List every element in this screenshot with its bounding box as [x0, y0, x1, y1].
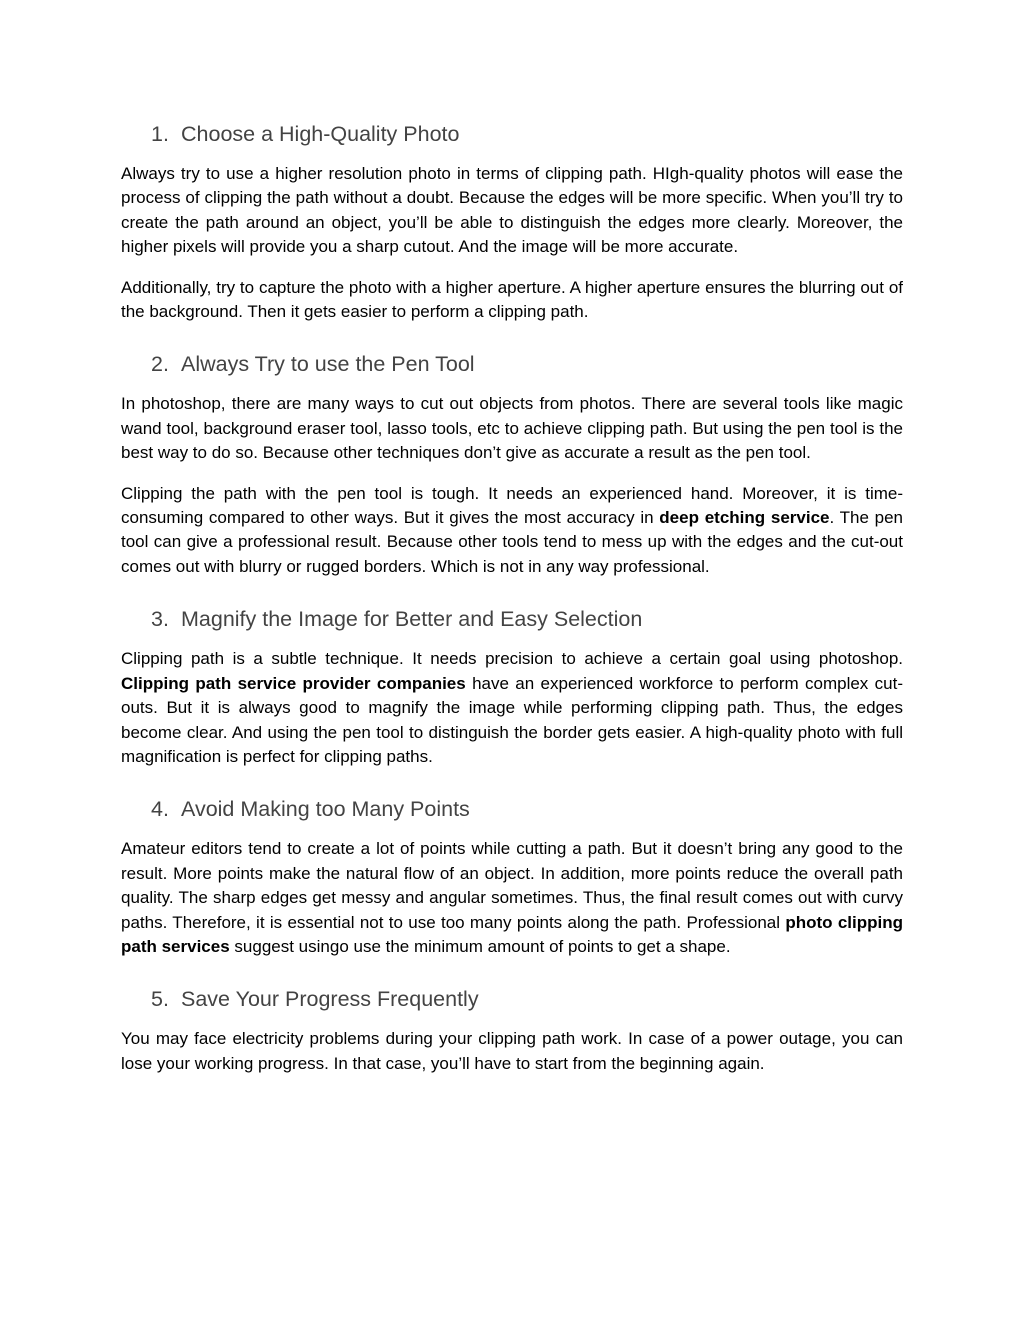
paragraph-text: Clipping the path with the pen tool is tough. It needs an experienced hand. Moreover, it is time-consuming compared to other ways. But it gives the most accuracy in — [121, 483, 903, 528]
paragraph — [121, 837, 903, 959]
document-body — [121, 116, 903, 1076]
section-title: Save Your Progress Frequently — [181, 987, 479, 1012]
section-heading — [121, 346, 903, 382]
bold-link-text: deep etching service — [659, 508, 830, 528]
paragraph-text: Always try to use a higher resolution photo in terms of clipping path. HIgh-quality photos will ease the process of clipping the path without a doubt. Because the edges will be more specific. When you’ll try to create the path around an object, you’ll be able to distinguish the edges more clearly. Moreover, the higher pixels will provide you a sharp cutout. And the image will be more accurate. — [121, 164, 903, 257]
section-number: 2. — [151, 352, 169, 377]
paragraph-text: Amateur editors tend to create a lot of points while cutting a path. But it doesn’t bring any good to the result. More points make the natural flow of an object. In addition, more points reduce the overall path quality. The sharp edges get messy and angular sometimes. Thus, the final result comes out with curvy paths. Therefore, it is essential not to use too many points along the path. Professional — [121, 839, 903, 932]
section-heading — [121, 116, 903, 152]
paragraph — [121, 647, 903, 769]
paragraph-text: suggest usingo use the minimum amount of points to get a shape. — [229, 936, 731, 956]
bold-link-text: photo clipping path services — [121, 912, 903, 956]
section-number: 4. — [151, 797, 169, 822]
paragraph — [121, 392, 903, 465]
paragraph-text: Clipping path is a subtle technique. It needs precision to achieve a certain goal using photoshop. — [121, 649, 903, 669]
paragraph-text: You may face electricity problems during your clipping path work. In case of a power outage, you can lose your working progress. In that case, you’ll have to start from the beginning again. — [121, 1029, 903, 1073]
paragraph-text: Additionally, try to capture the photo with a higher aperture. A higher aperture ensures the blurring out of the background. Then it gets easier to perform a clipping path. — [121, 277, 903, 322]
paragraph — [121, 1027, 903, 1076]
paragraph — [121, 482, 903, 580]
section-heading — [121, 791, 903, 827]
section-heading — [121, 601, 903, 637]
section-title: Choose a High-Quality Photo — [181, 122, 460, 146]
section-heading — [121, 981, 903, 1017]
section-title: Avoid Making too Many Points — [181, 797, 470, 822]
bold-link-text: Clipping path service provider companies — [121, 673, 466, 693]
section-number: 1. — [151, 122, 169, 146]
section-number: 3. — [151, 607, 169, 632]
paragraph-text: have an experienced workforce to perform complex cut-outs. But it is always good to magnify the image while performing clipping path. Thus, the edges become clear. And using the pen tool to distinguish the border gets easier. A high-quality photo with full magnification is perfect for clipping paths. — [121, 673, 903, 766]
paragraph — [121, 276, 903, 325]
section-title: Magnify the Image for Better and Easy Selection — [181, 607, 643, 632]
section-number: 5. — [151, 987, 169, 1012]
paragraph-text: In photoshop, there are many ways to cut out objects from photos. There are several tools like magic wand tool, background eraser tool, lasso tools, etc to achieve clipping path. But using the pen tool is the best way to do so. Because other techniques don’t give as accurate a result as the pen tool. — [121, 394, 903, 463]
section-title: Always Try to use the Pen Tool — [181, 352, 475, 377]
paragraph-text: . The pen tool can give a professional result. Because other tools tend to mess up with the edges and the cut-out comes out with blurry or rugged borders. Which is not in any way professional. — [121, 508, 904, 576]
paragraph — [121, 162, 903, 260]
